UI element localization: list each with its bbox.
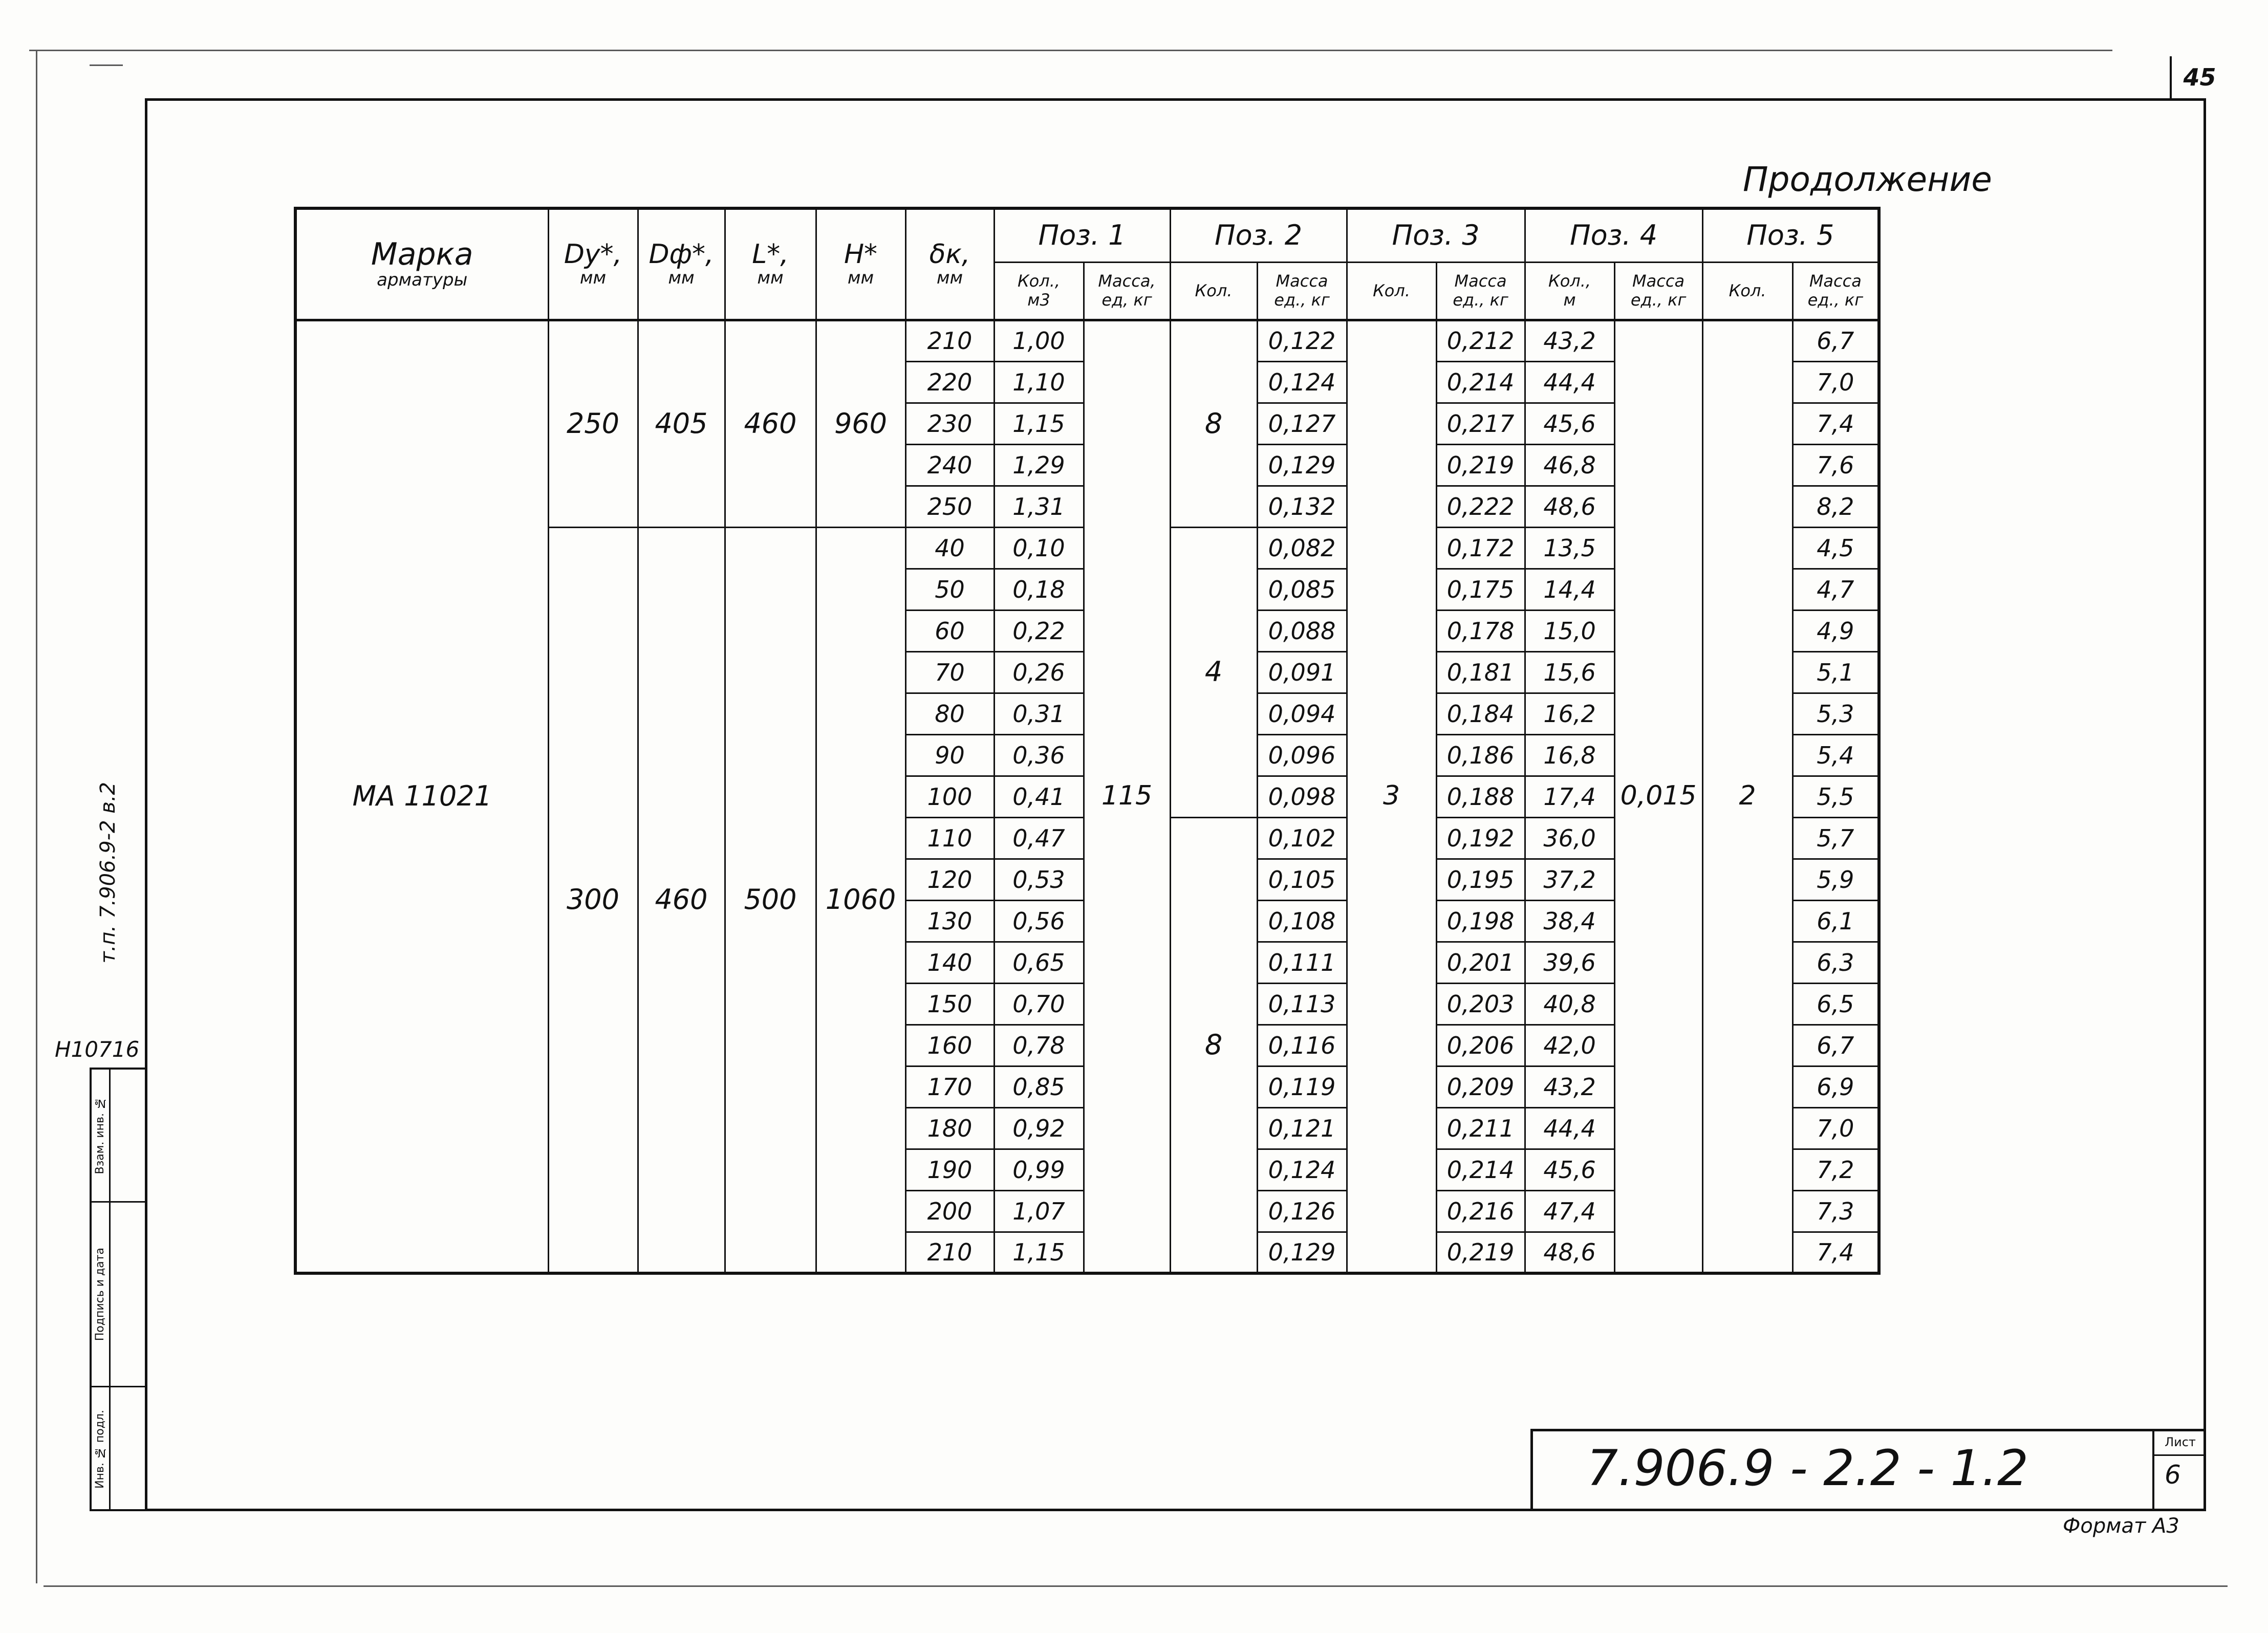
du-cell: 300 xyxy=(548,527,638,1273)
pos4-qty-cell: 48,6 xyxy=(1525,486,1614,527)
pos1-qty-cell: 0,65 xyxy=(994,942,1084,983)
header-pos-5-qty-line1: Кол. xyxy=(1729,280,1766,300)
pos1-qty-cell: 0,22 xyxy=(994,610,1084,651)
page-number: 45 xyxy=(2170,56,2228,98)
pos5-mass-cell: 7,2 xyxy=(1792,1149,1879,1190)
header-pos-4-qty-line2: м xyxy=(1563,290,1576,310)
dk-cell: 220 xyxy=(905,361,994,403)
scan-edge-bottom xyxy=(44,1585,2228,1587)
pos1-qty-cell: 1,31 xyxy=(994,486,1084,527)
pos3-mass-cell: 0,195 xyxy=(1436,859,1525,900)
dk-cell: 50 xyxy=(905,569,994,610)
header-du-symbol: Dу*, xyxy=(564,239,622,270)
pos2-mass-cell: 0,108 xyxy=(1257,900,1347,942)
dk-cell: 160 xyxy=(905,1025,994,1066)
pos4-qty-cell: 13,5 xyxy=(1525,527,1614,569)
dk-cell: 250 xyxy=(905,486,994,527)
pos5-mass-cell: 7,4 xyxy=(1792,1232,1879,1273)
header-pos-4 xyxy=(1525,208,1702,262)
pos3-qty-cell: 3 xyxy=(1347,320,1436,1273)
pos1-qty-cell: 1,07 xyxy=(994,1190,1084,1232)
stamp-divider xyxy=(111,1386,147,1387)
scan-mark xyxy=(90,64,123,66)
pos4-qty-cell: 15,6 xyxy=(1525,651,1614,693)
header-pos-3-qty xyxy=(1347,262,1436,320)
header-df-symbol: Dф*, xyxy=(649,239,714,270)
pos1-qty-cell: 0,53 xyxy=(994,859,1084,900)
du-cell: 250 xyxy=(548,320,638,527)
pos1-qty-cell: 0,31 xyxy=(994,693,1084,734)
stamp-label-original: Инв. № подл. xyxy=(94,1410,106,1489)
pos1-qty-cell: 0,10 xyxy=(994,527,1084,569)
pos2-mass-cell: 0,113 xyxy=(1257,983,1347,1025)
dk-cell: 40 xyxy=(905,527,994,569)
pos2-mass-cell: 0,129 xyxy=(1257,444,1347,486)
pos5-mass-cell: 5,1 xyxy=(1792,651,1879,693)
dk-cell: 150 xyxy=(905,983,994,1025)
stamp-label-signature: Подпись и дата xyxy=(94,1247,106,1341)
header-l-symbol: L*, xyxy=(752,239,789,270)
pos3-mass-cell: 0,203 xyxy=(1436,983,1525,1025)
header-pos-2 xyxy=(1170,208,1347,262)
pos4-mass-cell: 0,015 xyxy=(1614,320,1702,1273)
header-pos-1-qty xyxy=(994,262,1084,320)
pos3-mass-cell: 0,214 xyxy=(1436,1149,1525,1190)
pos5-mass-cell: 7,0 xyxy=(1792,1107,1879,1149)
document-designation: т.п. 7.906.9-2 в.2 xyxy=(96,782,120,964)
header-pos-3 xyxy=(1347,208,1525,262)
header-l xyxy=(725,208,816,320)
header-pos-4-mass-line1: Масса xyxy=(1632,271,1685,291)
pos5-qty-cell: 2 xyxy=(1702,320,1792,1273)
approval-stamp xyxy=(90,1068,147,1511)
dk-cell: 110 xyxy=(905,817,994,859)
pos5-mass-cell: 8,2 xyxy=(1792,486,1879,527)
pos2-qty-cell: 4 xyxy=(1170,527,1257,817)
pos4-qty-cell: 40,8 xyxy=(1525,983,1614,1025)
header-mark-line1: Марка xyxy=(371,236,473,273)
sheet-number: 6 xyxy=(2165,1460,2181,1490)
dk-cell: 140 xyxy=(905,942,994,983)
sheet-box xyxy=(2152,1429,2206,1511)
pos3-mass-cell: 0,214 xyxy=(1436,361,1525,403)
header-pos-2-qty-line1: Кол. xyxy=(1195,280,1233,300)
pos5-mass-cell: 6,7 xyxy=(1792,320,1879,361)
dk-cell: 80 xyxy=(905,693,994,734)
header-pos-3-mass-line2: ед., кг xyxy=(1453,290,1508,310)
pos4-qty-cell: 16,2 xyxy=(1525,693,1614,734)
h-cell: 960 xyxy=(816,320,905,527)
header-pos-1 xyxy=(994,208,1170,262)
dk-cell: 190 xyxy=(905,1149,994,1190)
dk-cell: 200 xyxy=(905,1190,994,1232)
pos3-mass-cell: 0,181 xyxy=(1436,651,1525,693)
pos5-mass-cell: 5,7 xyxy=(1792,817,1879,859)
pos1-qty-cell: 0,78 xyxy=(994,1025,1084,1066)
scan-edge-left xyxy=(36,50,37,1583)
sheet-label: Лист xyxy=(2154,1434,2206,1456)
header-dk-symbol: δк, xyxy=(929,239,970,270)
header-pos-1-mass-line2: ед, кг xyxy=(1101,290,1152,310)
header-pos-5-mass xyxy=(1792,262,1879,320)
pos1-mass-cell: 115 xyxy=(1084,320,1170,1273)
pos4-qty-cell: 39,6 xyxy=(1525,942,1614,983)
pos1-qty-cell: 0,18 xyxy=(994,569,1084,610)
pos3-mass-cell: 0,178 xyxy=(1436,610,1525,651)
header-pos-3-mass xyxy=(1436,262,1525,320)
pos4-qty-cell: 17,4 xyxy=(1525,776,1614,817)
pos3-mass-cell: 0,222 xyxy=(1436,486,1525,527)
pos2-mass-cell: 0,111 xyxy=(1257,942,1347,983)
dk-cell: 240 xyxy=(905,444,994,486)
pos4-qty-cell: 47,4 xyxy=(1525,1190,1614,1232)
pos4-qty-cell: 44,4 xyxy=(1525,1107,1614,1149)
stamp-divider xyxy=(111,1201,147,1203)
pos3-mass-cell: 0,219 xyxy=(1436,444,1525,486)
title-block xyxy=(1530,1429,2152,1511)
pos3-mass-cell: 0,212 xyxy=(1436,320,1525,361)
pos1-qty-cell: 0,85 xyxy=(994,1066,1084,1107)
pos2-mass-cell: 0,126 xyxy=(1257,1190,1347,1232)
pos2-mass-cell: 0,127 xyxy=(1257,403,1347,444)
pos4-qty-cell: 45,6 xyxy=(1525,1149,1614,1190)
pos2-qty-cell: 8 xyxy=(1170,817,1257,1273)
pos3-mass-cell: 0,201 xyxy=(1436,942,1525,983)
pos5-mass-cell: 7,3 xyxy=(1792,1190,1879,1232)
l-cell: 460 xyxy=(725,320,816,527)
dk-cell: 230 xyxy=(905,403,994,444)
pos1-qty-cell: 1,15 xyxy=(994,403,1084,444)
dk-cell: 90 xyxy=(905,734,994,776)
df-cell: 405 xyxy=(638,320,725,527)
pos4-qty-cell: 42,0 xyxy=(1525,1025,1614,1066)
header-dk-unit: мм xyxy=(936,267,963,288)
header-mark-line2: арматуры xyxy=(377,270,468,291)
header-l-unit: мм xyxy=(757,267,784,288)
pos2-mass-cell: 0,132 xyxy=(1257,486,1347,527)
pos1-qty-cell: 1,15 xyxy=(994,1232,1084,1273)
stamp-field-replacement xyxy=(92,1070,111,1203)
pos4-qty-cell: 43,2 xyxy=(1525,1066,1614,1107)
header-pos-4-qty-line1: Кол., xyxy=(1548,271,1591,291)
pos1-qty-cell: 1,10 xyxy=(994,361,1084,403)
header-h-unit: мм xyxy=(847,267,874,288)
pos2-mass-cell: 0,122 xyxy=(1257,320,1347,361)
pos1-qty-cell: 1,29 xyxy=(994,444,1084,486)
dk-cell: 70 xyxy=(905,651,994,693)
dk-cell: 170 xyxy=(905,1066,994,1107)
pos4-qty-cell: 46,8 xyxy=(1525,444,1614,486)
pos4-qty-cell: 48,6 xyxy=(1525,1232,1614,1273)
h-cell: 1060 xyxy=(816,527,905,1273)
pos3-mass-cell: 0,172 xyxy=(1436,527,1525,569)
pos3-mass-cell: 0,211 xyxy=(1436,1107,1525,1149)
specification-body xyxy=(295,320,1879,1273)
pos2-mass-cell: 0,085 xyxy=(1257,569,1347,610)
pos1-qty-cell: 0,92 xyxy=(994,1107,1084,1149)
header-pos-2-mass-line1: Масса xyxy=(1276,271,1328,291)
stamp-field-original xyxy=(92,1387,111,1511)
pos4-qty-cell: 44,4 xyxy=(1525,361,1614,403)
header-pos-5 xyxy=(1702,208,1879,262)
pos2-mass-cell: 0,102 xyxy=(1257,817,1347,859)
header-mark xyxy=(295,208,548,320)
header-h xyxy=(816,208,905,320)
pos2-mass-cell: 0,105 xyxy=(1257,859,1347,900)
pos5-mass-cell: 5,5 xyxy=(1792,776,1879,817)
pos4-qty-cell: 45,6 xyxy=(1525,403,1614,444)
pos3-mass-cell: 0,216 xyxy=(1436,1190,1525,1232)
pos3-mass-cell: 0,175 xyxy=(1436,569,1525,610)
pos1-qty-cell: 0,99 xyxy=(994,1149,1084,1190)
header-pos-1-mass-line1: Масса, xyxy=(1098,271,1156,291)
header-pos-5-label: Поз. 5 xyxy=(1746,219,1834,252)
header-pos-4-qty xyxy=(1525,262,1614,320)
header-pos-1-label: Поз. 1 xyxy=(1038,219,1126,252)
table-row xyxy=(295,320,1879,361)
header-pos-4-mass-line2: ед., кг xyxy=(1630,290,1687,310)
pos1-qty-cell: 1,00 xyxy=(994,320,1084,361)
header-h-symbol: H* xyxy=(844,239,878,270)
header-pos-2-mass-line2: ед., кг xyxy=(1274,290,1330,310)
pos3-mass-cell: 0,188 xyxy=(1436,776,1525,817)
pos2-mass-cell: 0,091 xyxy=(1257,651,1347,693)
pos3-mass-cell: 0,209 xyxy=(1436,1066,1525,1107)
header-pos-2-qty xyxy=(1170,262,1257,320)
pos5-mass-cell: 4,7 xyxy=(1792,569,1879,610)
pos2-mass-cell: 0,096 xyxy=(1257,734,1347,776)
header-du xyxy=(548,208,638,320)
pos3-mass-cell: 0,198 xyxy=(1436,900,1525,942)
header-pos-3-mass-line1: Масса xyxy=(1454,271,1507,291)
pos3-mass-cell: 0,206 xyxy=(1436,1025,1525,1066)
pos5-mass-cell: 7,6 xyxy=(1792,444,1879,486)
pos3-mass-cell: 0,186 xyxy=(1436,734,1525,776)
pos5-mass-cell: 6,3 xyxy=(1792,942,1879,983)
pos4-qty-cell: 15,0 xyxy=(1525,610,1614,651)
pos1-qty-cell: 0,41 xyxy=(994,776,1084,817)
dk-cell: 130 xyxy=(905,900,994,942)
pos5-mass-cell: 7,0 xyxy=(1792,361,1879,403)
dk-cell: 60 xyxy=(905,610,994,651)
pos4-qty-cell: 36,0 xyxy=(1525,817,1614,859)
header-pos-4-mass xyxy=(1614,262,1702,320)
pos2-mass-cell: 0,124 xyxy=(1257,361,1347,403)
header-pos-1-mass xyxy=(1084,262,1170,320)
pos4-qty-cell: 16,8 xyxy=(1525,734,1614,776)
stamp-label-replacement: Взам. инв. № xyxy=(94,1096,106,1174)
dk-cell: 100 xyxy=(905,776,994,817)
header-pos-2-mass xyxy=(1257,262,1347,320)
header-pos-5-mass-line2: ед., кг xyxy=(1807,290,1864,310)
continuation-label: Продолжение xyxy=(1743,160,1992,199)
header-pos-5-mass-line1: Масса xyxy=(1809,271,1862,291)
dk-cell: 180 xyxy=(905,1107,994,1149)
pos3-mass-cell: 0,217 xyxy=(1436,403,1525,444)
pos5-mass-cell: 7,4 xyxy=(1792,403,1879,444)
pos2-mass-cell: 0,129 xyxy=(1257,1232,1347,1273)
pos1-qty-cell: 0,70 xyxy=(994,983,1084,1025)
header-row-1 xyxy=(295,208,1879,262)
dk-cell: 210 xyxy=(905,1232,994,1273)
header-df xyxy=(638,208,725,320)
header-pos-4-label: Поз. 4 xyxy=(1570,219,1658,252)
header-dk xyxy=(905,208,994,320)
pos5-mass-cell: 6,9 xyxy=(1792,1066,1879,1107)
pos5-mass-cell: 4,5 xyxy=(1792,527,1879,569)
pos4-qty-cell: 14,4 xyxy=(1525,569,1614,610)
pos2-mass-cell: 0,098 xyxy=(1257,776,1347,817)
pos2-mass-cell: 0,119 xyxy=(1257,1066,1347,1107)
pos1-qty-cell: 0,26 xyxy=(994,651,1084,693)
pos2-mass-cell: 0,124 xyxy=(1257,1149,1347,1190)
pos5-mass-cell: 5,9 xyxy=(1792,859,1879,900)
header-du-unit: мм xyxy=(579,267,607,288)
header-pos-3-qty-line1: Кол. xyxy=(1373,280,1410,300)
specification-table xyxy=(294,207,1881,1275)
pos5-mass-cell: 5,3 xyxy=(1792,693,1879,734)
scan-edge-top xyxy=(29,50,2112,51)
pos4-qty-cell: 37,2 xyxy=(1525,859,1614,900)
pos2-mass-cell: 0,088 xyxy=(1257,610,1347,651)
stamp-field-signature xyxy=(92,1203,111,1387)
inventory-code: Н10716 xyxy=(55,1037,140,1062)
pos2-mass-cell: 0,094 xyxy=(1257,693,1347,734)
pos3-mass-cell: 0,192 xyxy=(1436,817,1525,859)
pos3-mass-cell: 0,184 xyxy=(1436,693,1525,734)
mark-cell: МА 11021 xyxy=(295,320,548,1273)
pos3-mass-cell: 0,219 xyxy=(1436,1232,1525,1273)
header-pos-5-qty xyxy=(1702,262,1792,320)
header-df-unit: мм xyxy=(668,267,695,288)
pos2-mass-cell: 0,121 xyxy=(1257,1107,1347,1149)
pos2-mass-cell: 0,082 xyxy=(1257,527,1347,569)
l-cell: 500 xyxy=(725,527,816,1273)
pos4-qty-cell: 43,2 xyxy=(1525,320,1614,361)
pos4-qty-cell: 38,4 xyxy=(1525,900,1614,942)
pos5-mass-cell: 6,5 xyxy=(1792,983,1879,1025)
header-pos-3-label: Поз. 3 xyxy=(1392,219,1480,252)
header-pos-2-label: Поз. 2 xyxy=(1215,219,1303,252)
header-pos-1-qty-line2: м3 xyxy=(1027,290,1050,310)
pos2-qty-cell: 8 xyxy=(1170,320,1257,527)
df-cell: 460 xyxy=(638,527,725,1273)
dk-cell: 210 xyxy=(905,320,994,361)
pos1-qty-cell: 0,56 xyxy=(994,900,1084,942)
header-pos-1-qty-line1: Кол., xyxy=(1017,271,1061,291)
pos5-mass-cell: 6,1 xyxy=(1792,900,1879,942)
pos1-qty-cell: 0,47 xyxy=(994,817,1084,859)
document-code: 7.906.9 - 2.2 - 1.2 xyxy=(1587,1440,2029,1497)
pos5-mass-cell: 4,9 xyxy=(1792,610,1879,651)
pos1-qty-cell: 0,36 xyxy=(994,734,1084,776)
pos5-mass-cell: 6,7 xyxy=(1792,1025,1879,1066)
dk-cell: 120 xyxy=(905,859,994,900)
paper-format: Формат А3 xyxy=(2063,1514,2179,1538)
pos5-mass-cell: 5,4 xyxy=(1792,734,1879,776)
pos2-mass-cell: 0,116 xyxy=(1257,1025,1347,1066)
